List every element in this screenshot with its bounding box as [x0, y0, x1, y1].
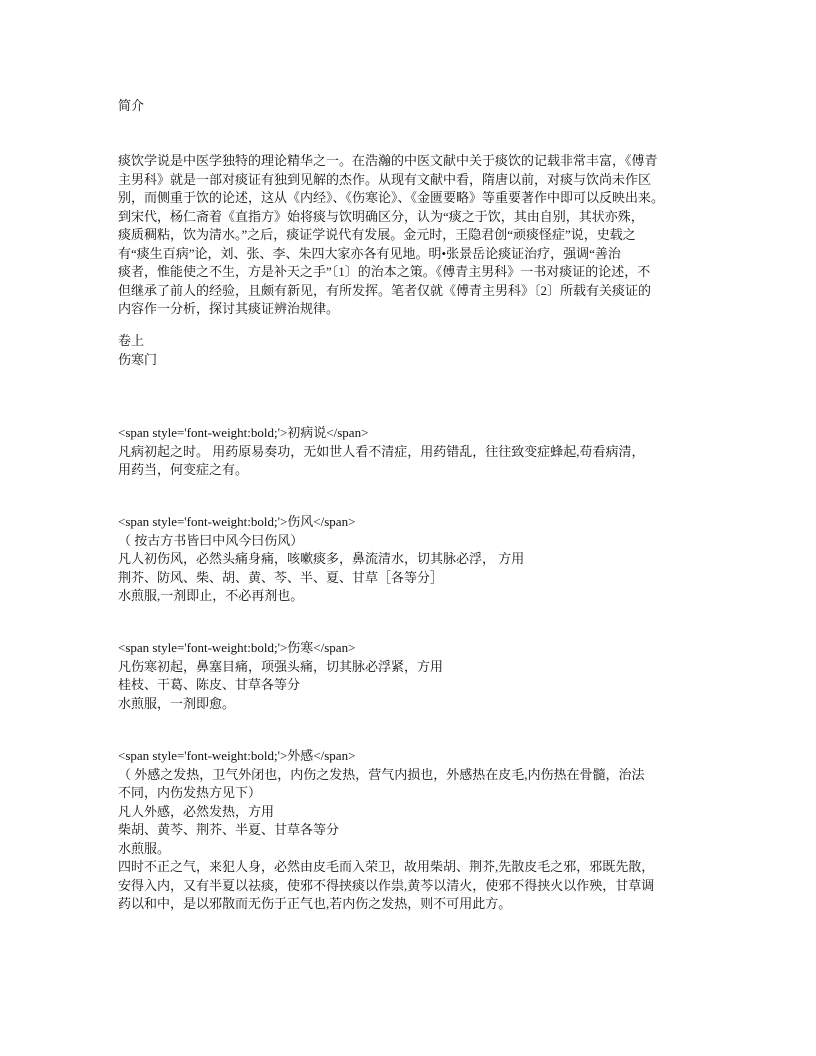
section-line: 不同，内伤发热方见下）: [118, 785, 262, 800]
section-shanghan: [118, 639, 718, 713]
section-waigan: [118, 747, 718, 914]
section-line: 水煎服,一剂即止，不必再剂也。: [118, 588, 304, 603]
section-line: 凡人初伤风，必然头痛身痛，咳嗽痰多，鼻流清水，切其脉必浮， 方用: [118, 551, 525, 566]
intro-line: 但继承了前人的经验，且颇有新见，有所发挥。笔者仅就《傅青主男科》〔2〕所载有关痰证的: [118, 282, 652, 298]
section-line: 凡人外感，必然发热，方用: [118, 803, 275, 819]
section-line: （ 外感之发热，卫气外闭也，内伤之发热，营气内损也，外感热在皮毛,内伤热在骨髓，治法: [118, 766, 645, 782]
title-text: 简介: [118, 98, 145, 113]
section-line: 凡病初起之时。 用药原易奏功，无如世人看不清症，用药错乱，往往致变症蜂起,苟看病清，: [118, 443, 645, 459]
section-line: （ 按古方书皆曰中风今曰伤风）: [118, 532, 304, 548]
section-line: 四时不正之气，来犯人身，必然由皮毛而入荣卫，故用柴胡、荆芥,先散皮毛之邪，邪既先散，: [118, 859, 655, 874]
section-line: 柴胡、黄芩、荆芥、半夏、甘草各等分: [118, 822, 340, 837]
intro-line: 别，而侧重于饮的论述，这从《内经》、《伤寒论》、《金匮要略》等重要著作中即可以反映出来。: [118, 190, 665, 205]
intro-paragraph: [118, 152, 718, 319]
intro-line: 痰者，惟能使之不生，方是补天之手”〔1〕的治本之策。《傅青主男科》一书对痰证的论述，不: [118, 264, 651, 279]
section-line: 凡伤寒初起，鼻塞目痛，项强头痛，切其脉必浮紧，方用: [118, 658, 444, 674]
section-heading: <span style='font-weight:bold;'>伤寒</span>: [118, 640, 356, 655]
section-line: 水煎服。: [118, 840, 171, 856]
volume-heading: [118, 332, 718, 369]
intro-line: 主男科》就是一部对痰证有独到见解的杰作。从现有文献中看，隋唐以前，对痰与饮尚未作区: [118, 171, 652, 187]
section-heading: <span style='font-weight:bold;'>外感</span>: [118, 748, 356, 763]
intro-line: 痰饮学说是中医学独特的理论精华之一。在浩瀚的中医文献中关于痰饮的记载非常丰富，《傅青: [118, 153, 658, 168]
section-line: 水煎服，一剂即愈。: [118, 695, 236, 711]
section-line: 药以和中，是以邪散而无伤于正气也,若内伤之发热，则不可用此方。: [118, 896, 512, 911]
section-line: 荆芥、防风、柴、胡、黄、芩、半、夏、甘草［各等分］: [118, 569, 444, 585]
document-title: [118, 97, 718, 116]
section-chubing: [118, 424, 718, 480]
section-heading: <span style='font-weight:bold;'>初病说</span>: [118, 425, 369, 440]
section-line: 安得入内，又有半夏以祛痰，使邪不得挟痰以作祟,黄芩以清火，使邪不得挟火以作殃，甘草调: [118, 877, 655, 893]
intro-line: 到宋代，杨仁斋着《直指方》始将痰与饮明确区分，认为“痰之于饮，其由自别，其状亦殊，: [118, 208, 644, 224]
section-line: 桂枝、干葛、陈皮、甘草各等分: [118, 677, 301, 692]
section-shangfeng: [118, 513, 718, 606]
volume-label: 卷上: [118, 333, 145, 348]
intro-line: 内容作一分析，探讨其痰证辨治规律。: [118, 301, 340, 316]
intro-line: 有“痰生百病”论，刘、张、李、朱四大家亦各有见地。明•张景岳论痰证治疗，强调“善治: [118, 245, 621, 261]
section-line: 用药当，何变症之有。: [118, 462, 249, 477]
intro-line: 痰质稠粘，饮为清水。”之后，痰证学说代有发展。金元时，王隐君创“顽痰怪症”说，史载之: [118, 227, 636, 242]
chapter-label: 伤寒门: [118, 351, 158, 367]
section-heading: <span style='font-weight:bold;'>伤风</span>: [118, 514, 356, 529]
